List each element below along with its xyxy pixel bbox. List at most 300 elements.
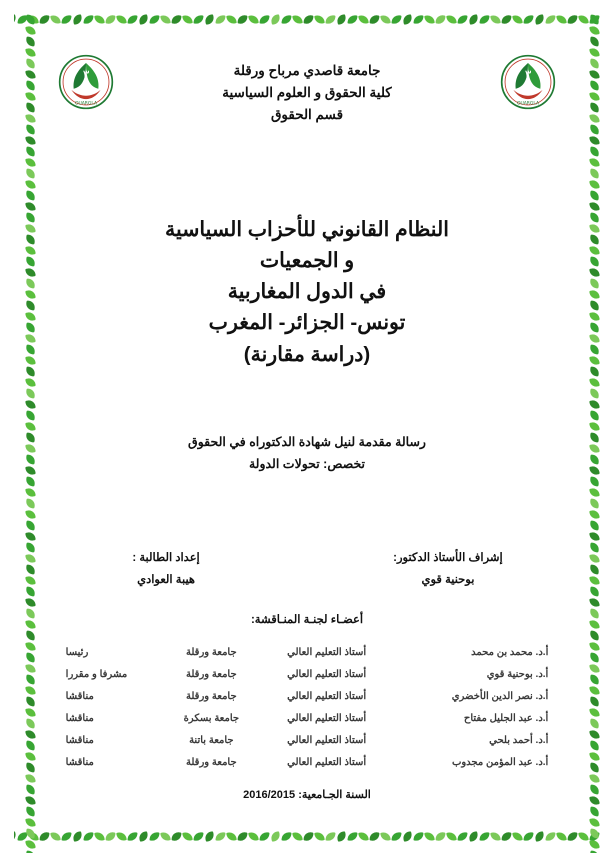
- border-leaf-icon: [25, 234, 36, 245]
- border-leaf-icon: [25, 322, 36, 333]
- border-leaf-icon: [545, 831, 556, 842]
- border-leaf-icon: [589, 850, 600, 853]
- border-leaf-icon: [589, 47, 600, 58]
- border-leaf-icon: [25, 223, 36, 234]
- border-leaf-icon: [25, 707, 36, 718]
- border-leaf-icon: [490, 14, 501, 25]
- border-leaf-icon: [39, 14, 50, 25]
- border-leaf-icon: [94, 831, 105, 842]
- border-leaf-icon: [25, 14, 36, 25]
- border-leaf-icon: [127, 831, 138, 842]
- supervisor-block: [328, 550, 568, 586]
- border-leaf-icon: [589, 564, 600, 575]
- border-leaf-icon: [25, 25, 36, 36]
- jury-member-role: مناقشا: [65, 713, 94, 725]
- jury-member-name: أ.د. بوحنية قوي: [486, 669, 549, 681]
- department-name: قسم الحقوق: [270, 106, 344, 122]
- border-leaf-icon: [369, 14, 380, 25]
- jury-member-university: جامعة باتنة: [189, 735, 234, 747]
- title-line-2: و الجمعيات: [259, 249, 355, 273]
- border-leaf-icon: [589, 641, 600, 652]
- border-leaf-icon: [314, 831, 325, 842]
- border-leaf-icon: [589, 146, 600, 157]
- border-leaf-icon: [25, 542, 36, 553]
- border-leaf-icon: [589, 102, 600, 113]
- border-leaf-icon: [25, 399, 36, 410]
- border-leaf-icon: [534, 14, 545, 25]
- border-leaf-icon: [589, 707, 600, 718]
- border-leaf-icon: [589, 14, 600, 25]
- border-leaf-icon: [25, 344, 36, 355]
- border-leaf-icon: [25, 663, 36, 674]
- border-leaf-icon: [402, 831, 413, 842]
- border-leaf-icon: [270, 831, 281, 842]
- border-leaf-icon: [25, 300, 36, 311]
- border-leaf-icon: [171, 831, 182, 842]
- border-leaf-icon: [204, 831, 215, 842]
- jury-member-rank: أستاذ التعليم العالي: [287, 735, 367, 747]
- border-leaf-icon: [149, 831, 160, 842]
- border-leaf-icon: [589, 58, 600, 69]
- border-leaf-icon: [589, 553, 600, 564]
- university-heading: [46, 44, 568, 126]
- border-leaf-icon: [25, 443, 36, 454]
- border-leaf-icon: [25, 641, 36, 652]
- border-leaf-icon: [25, 212, 36, 223]
- border-leaf-icon: [589, 839, 600, 850]
- border-leaf-icon: [83, 831, 94, 842]
- border-leaf-icon: [25, 520, 36, 531]
- border-leaf-icon: [589, 509, 600, 520]
- table-row: [62, 664, 553, 686]
- svg-text:٣: ٣: [524, 67, 532, 82]
- faculty-name: كلية الحقوق و العلوم السياسية: [222, 84, 392, 100]
- university-logo-right: [500, 54, 556, 110]
- border-leaf-icon: [589, 586, 600, 597]
- border-leaf-icon: [589, 718, 600, 729]
- border-leaf-icon: [39, 831, 50, 842]
- border-leaf-icon: [556, 831, 567, 842]
- border-leaf-icon: [226, 14, 237, 25]
- title-line-1: النظام القانوني للأحزاب السياسية: [165, 218, 449, 241]
- border-leaf-icon: [446, 14, 457, 25]
- border-leaf-icon: [589, 333, 600, 344]
- border-leaf-icon: [589, 190, 600, 201]
- border-right: [578, 14, 600, 853]
- authorship-row: [46, 550, 568, 586]
- border-leaf-icon: [545, 14, 556, 25]
- student-name: هيبة العوادي: [137, 573, 195, 586]
- border-leaf-icon: [25, 190, 36, 201]
- border-leaf-icon: [25, 553, 36, 564]
- border-leaf-icon: [25, 652, 36, 663]
- border-leaf-icon: [303, 831, 314, 842]
- border-leaf-icon: [237, 14, 248, 25]
- border-leaf-icon: [589, 432, 600, 443]
- table-row: [62, 730, 553, 752]
- jury-table: [62, 642, 553, 774]
- border-leaf-icon: [25, 630, 36, 641]
- jury-member-role: مشرفا و مقررا: [65, 669, 128, 681]
- border-leaf-icon: [72, 831, 83, 842]
- border-leaf-icon: [380, 14, 391, 25]
- border-leaf-icon: [435, 831, 446, 842]
- border-leaf-icon: [589, 476, 600, 487]
- border-leaf-icon: [589, 685, 600, 696]
- border-leaf-icon: [25, 762, 36, 773]
- border-leaf-icon: [25, 773, 36, 784]
- border-leaf-icon: [61, 831, 72, 842]
- supervisor-label: إشراف الأستاذ الدكتور:: [393, 551, 503, 564]
- jury-member-name: أ.د. محمد بن محمد: [471, 647, 549, 659]
- border-leaf-icon: [325, 14, 336, 25]
- border-leaf-icon: [424, 14, 435, 25]
- svg-text:٣: ٣: [82, 67, 90, 82]
- border-leaf-icon: [523, 831, 534, 842]
- border-leaf-icon: [138, 831, 149, 842]
- border-leaf-icon: [25, 410, 36, 421]
- border-leaf-icon: [25, 498, 36, 509]
- border-leaf-icon: [25, 564, 36, 575]
- jury-member-university: جامعة ورقلة: [186, 647, 237, 659]
- border-leaf-icon: [556, 14, 567, 25]
- border-leaf-icon: [589, 806, 600, 817]
- border-leaf-icon: [248, 14, 259, 25]
- border-leaf-icon: [25, 377, 36, 388]
- title-line-3: في الدول المغاربية: [227, 280, 387, 304]
- border-leaf-icon: [25, 102, 36, 113]
- border-leaf-icon: [25, 201, 36, 212]
- border-leaf-icon: [589, 740, 600, 751]
- border-leaf-icon: [204, 14, 215, 25]
- border-leaf-icon: [248, 831, 259, 842]
- border-leaf-icon: [589, 289, 600, 300]
- border-leaf-icon: [589, 25, 600, 36]
- border-leaf-icon: [25, 454, 36, 465]
- border-leaf-icon: [215, 14, 226, 25]
- border-leaf-icon: [424, 831, 435, 842]
- jury-member-rank: أستاذ التعليم العالي: [287, 669, 367, 681]
- jury-member-role: رئيسا: [65, 647, 89, 659]
- border-leaf-icon: [589, 234, 600, 245]
- border-leaf-icon: [490, 831, 501, 842]
- border-leaf-icon: [182, 831, 193, 842]
- border-leaf-icon: [25, 366, 36, 377]
- border-leaf-icon: [25, 421, 36, 432]
- border-leaf-icon: [446, 831, 457, 842]
- title-line-4: تونس- الجزائر- المغرب: [208, 311, 406, 335]
- border-leaf-icon: [413, 831, 424, 842]
- border-leaf-icon: [25, 608, 36, 619]
- jury-member-rank: أستاذ التعليم العالي: [287, 647, 367, 659]
- border-leaf-icon: [589, 784, 600, 795]
- border-leaf-icon: [589, 465, 600, 476]
- border-leaf-icon: [25, 696, 36, 707]
- border-leaf-icon: [25, 839, 36, 850]
- border-leaf-icon: [589, 168, 600, 179]
- border-leaf-icon: [259, 14, 270, 25]
- border-leaf-icon: [25, 828, 36, 839]
- border-leaf-icon: [259, 831, 270, 842]
- border-leaf-icon: [193, 14, 204, 25]
- border-leaf-icon: [589, 531, 600, 542]
- border-leaf-icon: [468, 14, 479, 25]
- border-leaf-icon: [336, 831, 347, 842]
- border-leaf-icon: [589, 410, 600, 421]
- border-leaf-icon: [149, 14, 160, 25]
- jury-heading: أعضـاء لجنـة المنـاقشة:: [250, 613, 364, 626]
- border-leaf-icon: [512, 14, 523, 25]
- border-leaf-icon: [116, 14, 127, 25]
- thesis-title: [46, 214, 568, 370]
- border-leaf-icon: [25, 718, 36, 729]
- border-leaf-icon: [25, 311, 36, 322]
- border-leaf-icon: [589, 663, 600, 674]
- border-leaf-icon: [25, 146, 36, 157]
- border-leaf-icon: [94, 14, 105, 25]
- border-leaf-icon: [25, 47, 36, 58]
- border-leaf-icon: [116, 831, 127, 842]
- border-leaf-icon: [589, 498, 600, 509]
- border-leaf-icon: [589, 751, 600, 762]
- student-label: إعداد الطالبة :: [132, 551, 200, 564]
- border-leaf-icon: [457, 831, 468, 842]
- border-leaf-icon: [25, 58, 36, 69]
- border-leaf-icon: [589, 267, 600, 278]
- border-leaf-icon: [25, 91, 36, 102]
- border-leaf-icon: [391, 831, 402, 842]
- border-leaf-icon: [589, 355, 600, 366]
- border-leaf-icon: [25, 531, 36, 542]
- border-leaf-icon: [25, 465, 36, 476]
- border-leaf-icon: [292, 831, 303, 842]
- jury-member-rank: أستاذ التعليم العالي: [287, 757, 367, 769]
- border-leaf-icon: [25, 113, 36, 124]
- border-leaf-icon: [25, 784, 36, 795]
- border-leaf-icon: [61, 14, 72, 25]
- border-leaf-icon: [171, 14, 182, 25]
- degree-line: رسالة مقدمة لنيل شهادة الدكتوراه في الحقوق: [188, 434, 426, 449]
- border-leaf-icon: [589, 773, 600, 784]
- border-leaf-icon: [25, 124, 36, 135]
- border-leaf-icon: [25, 135, 36, 146]
- border-leaf-icon: [72, 14, 83, 25]
- thesis-subtitle: [46, 432, 568, 476]
- border-bottom: [14, 831, 600, 853]
- border-leaf-icon: [358, 831, 369, 842]
- border-leaf-icon: [226, 831, 237, 842]
- border-leaf-icon: [50, 14, 61, 25]
- border-leaf-icon: [138, 14, 149, 25]
- border-leaf-icon: [25, 179, 36, 190]
- border-leaf-icon: [589, 630, 600, 641]
- border-leaf-icon: [589, 91, 600, 102]
- border-leaf-icon: [523, 14, 534, 25]
- table-row: [62, 642, 553, 664]
- border-leaf-icon: [589, 828, 600, 839]
- title-line-5: (دراسة مقارنة): [243, 342, 371, 366]
- border-leaf-icon: [457, 14, 468, 25]
- border-leaf-icon: [325, 831, 336, 842]
- border-leaf-icon: [589, 575, 600, 586]
- border-leaf-icon: [589, 113, 600, 124]
- university-logo-left: [58, 54, 114, 110]
- table-row: [62, 686, 553, 708]
- border-leaf-icon: [589, 124, 600, 135]
- border-leaf-icon: [567, 14, 578, 25]
- border-leaf-icon: [468, 831, 479, 842]
- border-leaf-icon: [25, 36, 36, 47]
- border-leaf-icon: [160, 831, 171, 842]
- border-leaf-icon: [589, 69, 600, 80]
- jury-member-name: أ.د. عبد الجليل مفتاح: [463, 713, 549, 725]
- border-leaf-icon: [25, 157, 36, 168]
- border-leaf-icon: [281, 14, 292, 25]
- svg-text:OUARGLA: OUARGLA: [74, 101, 98, 107]
- border-leaf-icon: [25, 487, 36, 498]
- border-leaf-icon: [589, 652, 600, 663]
- jury-member-role: مناقشا: [65, 691, 94, 703]
- border-leaf-icon: [589, 817, 600, 828]
- border-leaf-icon: [413, 14, 424, 25]
- border-leaf-icon: [589, 311, 600, 322]
- border-leaf-icon: [25, 575, 36, 586]
- jury-member-role: مناقشا: [65, 757, 94, 769]
- border-leaf-icon: [314, 14, 325, 25]
- border-leaf-icon: [589, 388, 600, 399]
- jury-member-role: مناقشا: [65, 735, 94, 747]
- border-leaf-icon: [589, 201, 600, 212]
- border-leaf-icon: [589, 322, 600, 333]
- border-leaf-icon: [50, 831, 61, 842]
- border-leaf-icon: [479, 831, 490, 842]
- border-leaf-icon: [589, 454, 600, 465]
- border-leaf-icon: [270, 14, 281, 25]
- border-leaf-icon: [589, 212, 600, 223]
- border-leaf-icon: [303, 14, 314, 25]
- jury-member-name: أ.د. نصر الدين الأخضري: [451, 691, 549, 703]
- student-block: [46, 550, 286, 586]
- border-leaf-icon: [25, 740, 36, 751]
- border-leaf-icon: [25, 432, 36, 443]
- specialty-line: تخصص: تحولات الدولة: [248, 456, 366, 471]
- border-leaf-icon: [589, 399, 600, 410]
- border-leaf-icon: [589, 619, 600, 630]
- border-leaf-icon: [589, 597, 600, 608]
- border-leaf-icon: [25, 509, 36, 520]
- border-leaf-icon: [25, 168, 36, 179]
- border-leaf-icon: [25, 597, 36, 608]
- border-leaf-icon: [589, 520, 600, 531]
- border-leaf-icon: [589, 366, 600, 377]
- border-leaf-icon: [589, 542, 600, 553]
- jury-member-university: جامعة ورقلة: [186, 691, 237, 703]
- border-leaf-icon: [589, 36, 600, 47]
- border-leaf-icon: [83, 14, 94, 25]
- border-leaf-icon: [25, 817, 36, 828]
- border-leaf-icon: [25, 674, 36, 685]
- border-leaf-icon: [589, 762, 600, 773]
- jury-member-rank: أستاذ التعليم العالي: [287, 691, 367, 703]
- border-leaf-icon: [25, 267, 36, 278]
- border-leaf-icon: [336, 14, 347, 25]
- border-leaf-icon: [589, 179, 600, 190]
- border-leaf-icon: [25, 289, 36, 300]
- border-leaf-icon: [193, 831, 204, 842]
- border-leaf-icon: [589, 421, 600, 432]
- border-leaf-icon: [589, 80, 600, 91]
- page-content: [46, 44, 568, 823]
- border-leaf-icon: [25, 80, 36, 91]
- border-leaf-icon: [25, 333, 36, 344]
- border-leaf-icon: [25, 278, 36, 289]
- border-leaf-icon: [501, 831, 512, 842]
- border-leaf-icon: [237, 831, 248, 842]
- border-leaf-icon: [391, 14, 402, 25]
- border-leaf-icon: [105, 14, 116, 25]
- border-leaf-icon: [215, 831, 226, 842]
- border-leaf-icon: [160, 14, 171, 25]
- border-leaf-icon: [512, 831, 523, 842]
- border-leaf-icon: [25, 388, 36, 399]
- svg-text:OUARGLA: OUARGLA: [516, 101, 540, 107]
- border-leaf-icon: [25, 355, 36, 366]
- border-leaf-icon: [589, 696, 600, 707]
- jury-member-rank: أستاذ التعليم العالي: [287, 713, 367, 725]
- border-top: [14, 14, 600, 36]
- border-leaf-icon: [358, 14, 369, 25]
- border-leaf-icon: [479, 14, 490, 25]
- border-leaf-icon: [25, 619, 36, 630]
- border-leaf-icon: [589, 157, 600, 168]
- border-leaf-icon: [589, 674, 600, 685]
- border-leaf-icon: [589, 256, 600, 267]
- border-leaf-icon: [25, 795, 36, 806]
- jury-member-name: أ.د. عبد المؤمن مجدوب: [451, 757, 549, 769]
- border-leaf-icon: [25, 69, 36, 80]
- border-leaf-icon: [402, 14, 413, 25]
- jury-member-university: جامعة ورقلة: [186, 669, 237, 681]
- border-leaf-icon: [182, 14, 193, 25]
- border-leaf-icon: [589, 795, 600, 806]
- border-leaf-icon: [347, 831, 358, 842]
- border-leaf-icon: [534, 831, 545, 842]
- table-row: [62, 752, 553, 774]
- border-leaf-icon: [589, 278, 600, 289]
- border-leaf-icon: [589, 245, 600, 256]
- jury-member-university: جامعة بسكرة: [183, 713, 240, 725]
- border-left: [14, 14, 36, 853]
- border-leaf-icon: [25, 476, 36, 487]
- academic-year: السنة الجـامعية: 2016/2015: [243, 789, 371, 801]
- border-leaf-icon: [589, 377, 600, 388]
- border-leaf-icon: [589, 443, 600, 454]
- supervisor-name: بوحنية قوي: [421, 573, 475, 586]
- border-leaf-icon: [25, 586, 36, 597]
- border-leaf-icon: [589, 608, 600, 619]
- border-leaf-icon: [25, 806, 36, 817]
- border-leaf-icon: [589, 729, 600, 740]
- border-leaf-icon: [589, 135, 600, 146]
- border-leaf-icon: [589, 223, 600, 234]
- border-leaf-icon: [589, 344, 600, 355]
- border-leaf-icon: [25, 245, 36, 256]
- border-leaf-icon: [347, 14, 358, 25]
- header: [46, 44, 568, 130]
- border-leaf-icon: [589, 300, 600, 311]
- border-leaf-icon: [105, 831, 116, 842]
- border-leaf-icon: [127, 14, 138, 25]
